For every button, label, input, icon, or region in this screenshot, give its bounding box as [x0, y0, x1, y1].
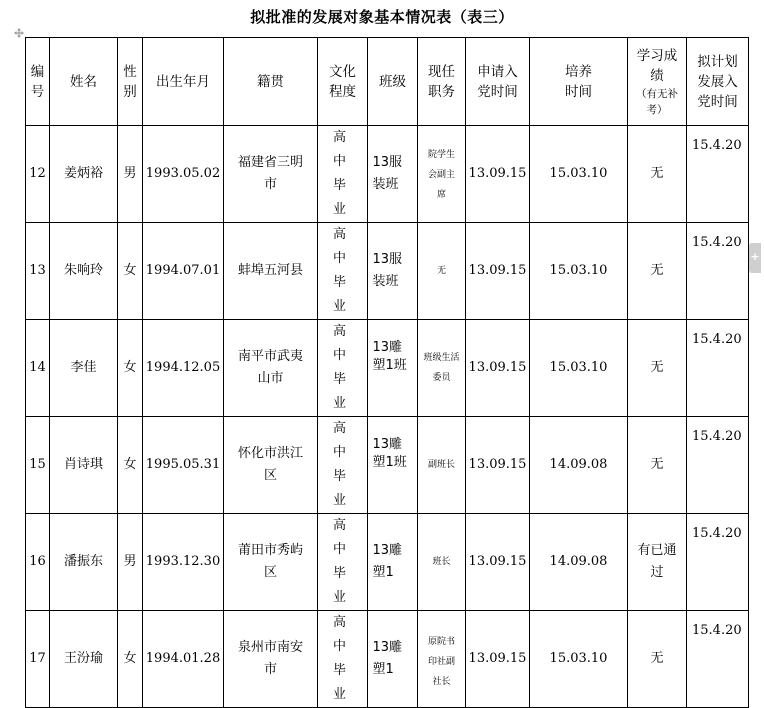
- cell-apply: 13.09.15: [466, 417, 530, 514]
- cell-edu: 高中毕业: [318, 417, 368, 514]
- cell-position: 班级生活委员: [418, 320, 466, 417]
- cell-gender: 女: [118, 417, 143, 514]
- candidate-table: [25, 37, 749, 708]
- move-arrows-icon[interactable]: [14, 28, 24, 38]
- cell-plan: 15.4.20: [687, 514, 749, 611]
- cell-class: 13雕塑1: [368, 611, 418, 708]
- cell-class: 13雕塑1班: [368, 417, 418, 514]
- col-header-name: 姓名: [50, 38, 118, 126]
- col-header-plan: 拟计划发展入党时间: [687, 38, 749, 126]
- cell-native: 南平市武夷山市: [224, 320, 318, 417]
- cell-train: 15.03.10: [530, 126, 628, 223]
- cell-birth: 1993.12.30: [143, 514, 224, 611]
- table-title: 拟批准的发展对象基本情况表（表三）: [250, 8, 514, 26]
- cell-plan: 15.4.20: [687, 611, 749, 708]
- col-header-class: 班级: [368, 38, 418, 126]
- cell-apply: 13.09.15: [466, 320, 530, 417]
- cell-num: 14: [26, 320, 50, 417]
- cell-position: 班长: [418, 514, 466, 611]
- cell-gender: 女: [118, 611, 143, 708]
- cell-edu: 高中毕业: [318, 514, 368, 611]
- col-header-edu: 文化程度: [318, 38, 368, 126]
- cell-num: 12: [26, 126, 50, 223]
- header-row: [26, 38, 749, 126]
- cell-name: 李佳: [50, 320, 118, 417]
- cell-native: 蚌埠五河县: [224, 223, 318, 320]
- col-header-position: 现任职务: [418, 38, 466, 126]
- cell-class: 13雕塑1: [368, 514, 418, 611]
- cell-train: 15.03.10: [530, 320, 628, 417]
- cell-study: 无: [628, 320, 687, 417]
- cell-study: 有已通过: [628, 514, 687, 611]
- cell-birth: 1994.07.01: [143, 223, 224, 320]
- cell-train: 14.09.08: [530, 417, 628, 514]
- cell-birth: 1995.05.31: [143, 417, 224, 514]
- cell-birth: 1994.12.05: [143, 320, 224, 417]
- cell-train: 14.09.08: [530, 514, 628, 611]
- cell-native: 怀化市洪江区: [224, 417, 318, 514]
- cell-position: 院学生会副主席: [418, 126, 466, 223]
- table-row: [26, 320, 749, 417]
- cell-name: 潘振东: [50, 514, 118, 611]
- cell-position: 原院书印社副社长: [418, 611, 466, 708]
- cell-plan: 15.4.20: [687, 320, 749, 417]
- cell-apply: 13.09.15: [466, 514, 530, 611]
- cell-name: 姜炳裕: [50, 126, 118, 223]
- cell-native: 泉州市南安市: [224, 611, 318, 708]
- cell-plan: 15.4.20: [687, 126, 749, 223]
- cell-num: 13: [26, 223, 50, 320]
- col-header-train: 培养时间: [530, 38, 628, 126]
- cell-study: 无: [628, 223, 687, 320]
- cell-num: 15: [26, 417, 50, 514]
- col-header-native: 籍贯: [224, 38, 318, 126]
- col-header-gender: 性别: [118, 38, 143, 126]
- cell-name: 朱响玲: [50, 223, 118, 320]
- cell-name: 王汾瑜: [50, 611, 118, 708]
- cell-edu: 高中毕业: [318, 611, 368, 708]
- add-row-handle[interactable]: [749, 243, 761, 273]
- cell-edu: 高中毕业: [318, 126, 368, 223]
- cell-position: 副班长: [418, 417, 466, 514]
- add-row-icon: +: [750, 250, 760, 263]
- cell-gender: 男: [118, 514, 143, 611]
- cell-num: 17: [26, 611, 50, 708]
- cell-birth: 1994.01.28: [143, 611, 224, 708]
- col-header-num: 编号: [26, 38, 50, 126]
- cell-birth: 1993.05.02: [143, 126, 224, 223]
- cell-position: 无: [418, 223, 466, 320]
- cell-apply: 13.09.15: [466, 611, 530, 708]
- col-header-apply: 申请入党时间: [466, 38, 530, 126]
- table-row: [26, 514, 749, 611]
- cell-gender: 男: [118, 126, 143, 223]
- cell-apply: 13.09.15: [466, 223, 530, 320]
- cell-study: 无: [628, 417, 687, 514]
- cell-apply: 13.09.15: [466, 126, 530, 223]
- cell-gender: 女: [118, 223, 143, 320]
- cell-train: 15.03.10: [530, 223, 628, 320]
- cell-train: 15.03.10: [530, 611, 628, 708]
- col-header-study: 学习成绩 （有无补考）: [628, 38, 687, 126]
- cell-native: 莆田市秀屿区: [224, 514, 318, 611]
- cell-study: 无: [628, 126, 687, 223]
- cell-plan: 15.4.20: [687, 417, 749, 514]
- cell-gender: 女: [118, 320, 143, 417]
- cell-study: 无: [628, 611, 687, 708]
- cell-class: 13服装班: [368, 223, 418, 320]
- table-row: [26, 417, 749, 514]
- col-header-birth: 出生年月: [143, 38, 224, 126]
- table-row: [26, 126, 749, 223]
- table-row: [26, 611, 749, 708]
- cell-num: 16: [26, 514, 50, 611]
- cell-class: 13服装班: [368, 126, 418, 223]
- cell-edu: 高中毕业: [318, 320, 368, 417]
- cell-edu: 高中毕业: [318, 223, 368, 320]
- cell-name: 肖诗琪: [50, 417, 118, 514]
- cell-native: 福建省三明市: [224, 126, 318, 223]
- cell-plan: 15.4.20: [687, 223, 749, 320]
- table-row: [26, 223, 749, 320]
- cell-class: 13雕塑1班: [368, 320, 418, 417]
